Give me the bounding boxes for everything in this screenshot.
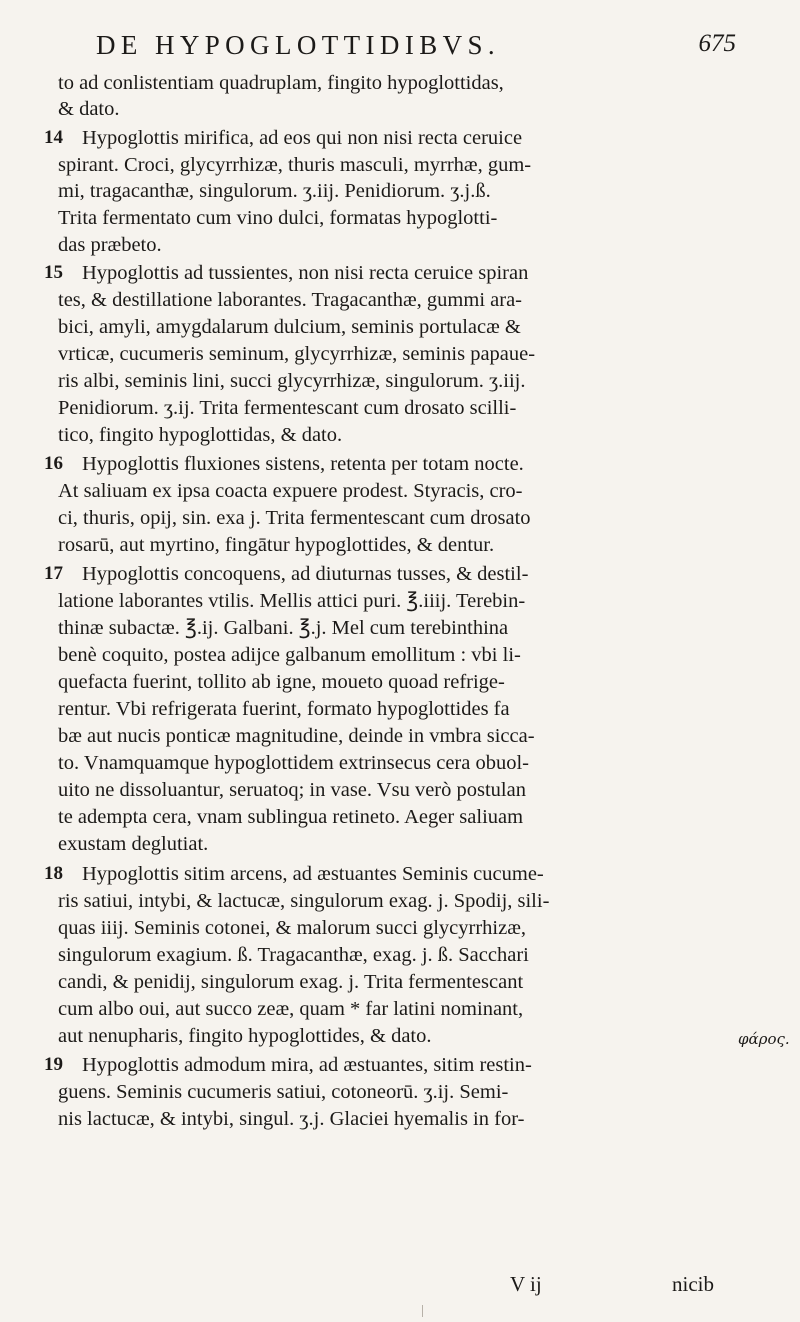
line-text: uito ne dissoluantur, seruatoq; in vase. Vsu verò postulan: [58, 779, 526, 801]
line-text: Hypoglottis admodum mira, ad æstuantes, sitim restin-: [82, 1054, 532, 1076]
line-text: mi, tragacanthæ, singulorum. ʒ.iij. Penidiorum. ʒ.j.ß.: [58, 180, 491, 202]
signature-mark: V ij: [510, 1272, 542, 1296]
line-text: guens. Seminis cucumeris satiui, cotoneorū. ʒ.ij. Semi-: [58, 1081, 509, 1103]
line-text: At saliuam ex ipsa coacta expuere prodest. Styracis, cro-: [58, 480, 523, 502]
line-text: vrticæ, cucumeris seminum, glycyrrhizæ, seminis papaue-: [58, 343, 536, 365]
line-text: Hypoglottis mirifica, ad eos qui non nisi recta ceruice: [82, 127, 523, 149]
line-text: nis lactucæ, & intybi, singul. ʒ.j. Glaciei hyemalis in for-: [58, 1108, 525, 1130]
line-text: to. Vnamquamque hypoglottidem extrinsecus cera obuol-: [58, 752, 530, 774]
line-text: Hypoglottis fluxiones sistens, retenta per totam nocte.: [82, 453, 524, 475]
margin-note: φάρος.: [738, 1030, 790, 1048]
line-text: rentur. Vbi refrigerata fuerint, formato hypoglottides fa: [58, 698, 510, 720]
line-text: candi, & penidij, singulorum exag. j. Trita fermentescant: [58, 971, 524, 993]
paragraph-number: 15: [44, 262, 63, 283]
line-text: rosarū, aut myrtino, fingātur hypoglottides, & dentur.: [58, 534, 495, 556]
line-text: tes, & destillatione laborantes. Tragacanthæ, gummi ara-: [58, 289, 522, 311]
line-text: Hypoglottis concoquens, ad diuturnas tusses, & destil-: [82, 563, 529, 585]
paragraph-number: 18: [44, 863, 63, 884]
line-text: Trita fermentato cum vino dulci, formatas hypoglotti-: [58, 207, 498, 229]
line-text: tico, fingito hypoglottidas, & dato.: [58, 424, 343, 446]
line-text: ci, thuris, opij, sin. exa j. Trita fermentescant cum drosato: [58, 507, 531, 529]
running-title: DE HYPOGLOTTIDIBVS.: [96, 30, 501, 60]
line-text: ris albi, seminis lini, succi glycyrrhizæ, singulorum. ʒ.iij.: [58, 370, 526, 392]
catchword: nicib: [672, 1272, 714, 1296]
line-text: exustam deglutiat.: [58, 833, 209, 855]
line-text: & dato.: [58, 98, 120, 120]
line-text: das præbeto.: [58, 234, 162, 256]
paragraph-number: 17: [44, 563, 63, 584]
paragraph-number: 14: [44, 127, 63, 148]
line-text: bici, amyli, amygdalarum dulcium, seminis portulacæ &: [58, 316, 521, 338]
line-text: Penidiorum. ʒ.ij. Trita fermentescant cum drosato scilli-: [58, 397, 517, 419]
paragraph-number: 16: [44, 453, 63, 474]
page-number: 675: [698, 30, 736, 57]
line-text: Hypoglottis sitim arcens, ad æstuantes Seminis cucume-: [82, 863, 544, 885]
running-head: [96, 30, 736, 70]
line-text: thinæ subactæ. ℥.ij. Galbani. ℥.j. Mel cum terebinthina: [58, 617, 509, 639]
line-text: bæ aut nucis ponticæ magnitudine, deinde in vmbra sicca-: [58, 725, 535, 747]
line-text: te adempta cera, vnam sublingua retineto. Aeger saliuam: [58, 806, 524, 828]
line-text: spirant. Croci, glycyrrhizæ, thuris masculi, myrrhæ, gum-: [58, 154, 532, 176]
line-text: quefacta fuerint, tollito ab igne, moueto quoad refrige-: [58, 671, 505, 693]
line-text: benè coquito, postea adijce galbanum emollitum : vbi li-: [58, 644, 521, 666]
line-text: singulorum exagium. ß. Tragacanthæ, exag. j. ß. Sacchari: [58, 944, 529, 966]
page-crease: [422, 1305, 423, 1317]
line-text: latione laborantes vtilis. Mellis attici puri. ℥.iiij. Terebin-: [58, 590, 526, 612]
line-text: aut nenupharis, fingito hypoglottides, & dato.: [58, 1025, 432, 1047]
line-text: to ad conlistentiam quadruplam, fingito hypoglottidas,: [58, 72, 504, 94]
line-text: Hypoglottis ad tussientes, non nisi recta ceruice spiran: [82, 262, 529, 284]
paragraph-number: 19: [44, 1054, 63, 1075]
line-text: cum albo oui, aut succo zeæ, quam * far latini nominant,: [58, 998, 524, 1020]
line-text: quas iiij. Seminis cotonei, & malorum succi glycyrrhizæ,: [58, 917, 527, 939]
line-text: ris satiui, intybi, & lactucæ, singulorum exag. j. Spodij, sili-: [58, 890, 550, 912]
